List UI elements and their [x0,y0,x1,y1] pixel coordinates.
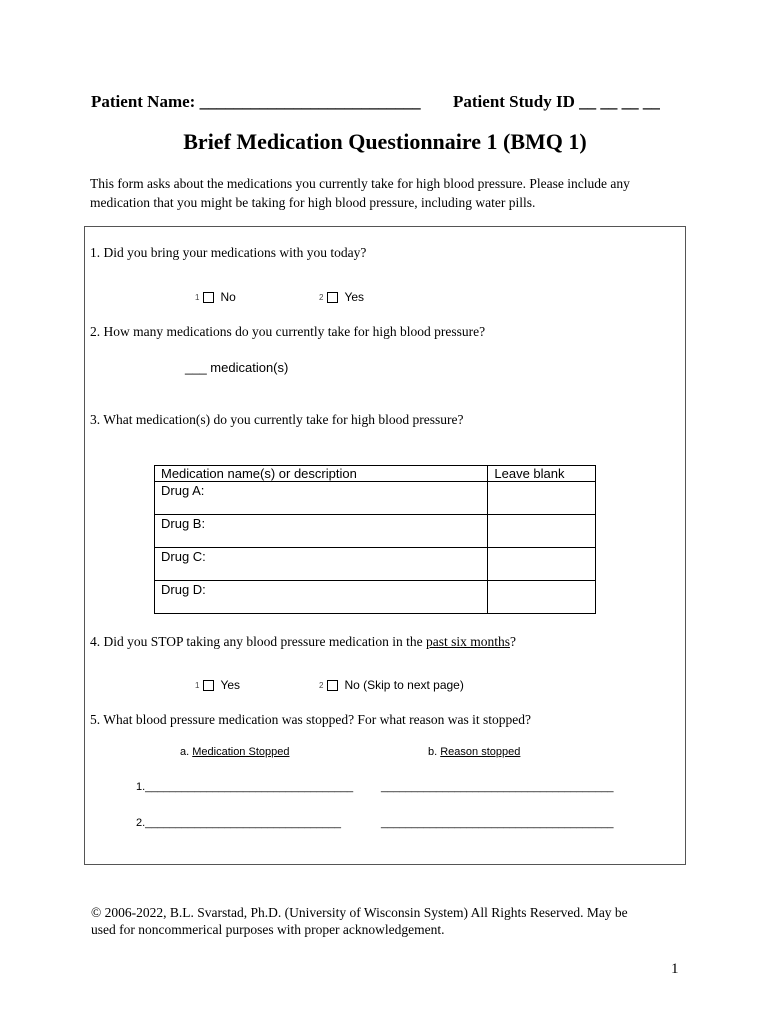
copyright-notice: © 2006-2022, B.L. Svarstad, Ph.D. (University of Wisconsin System) All Rights Reserved. May be used for noncommerical purposes with proper acknowledgement. [91,905,628,937]
page-title: Brief Medication Questionnaire 1 (BMQ 1) [183,129,587,154]
checkbox-icon[interactable] [327,680,338,691]
question-3: 3. What medication(s) do you currently take for high blood pressure? [90,412,464,427]
medication-table [154,465,596,614]
q1-option-yes[interactable] [319,290,364,304]
q4-option-no[interactable] [319,678,464,692]
checkbox-icon[interactable] [327,292,338,303]
patient-study-id-field[interactable]: Patient Study ID __ __ __ __ [453,92,660,111]
question-4-emphasis: past six months [425,634,510,649]
option-label: Yes [220,678,241,692]
option-label: No [220,290,236,304]
question-4 [90,634,516,650]
leave-blank-cell [488,482,596,515]
q4-option-yes[interactable] [195,678,240,692]
medication-stopped-label [180,746,289,758]
option-number: 1 [195,680,200,690]
option-label: Yes [344,290,365,304]
page-number: 1 [671,961,679,977]
table-row [155,548,596,581]
question-4-text: 4. Did you STOP taking any blood pressure medication in the [90,634,426,649]
patient-name-field[interactable]: Patient Name: __________________________ [91,92,421,111]
q1-option-no[interactable] [195,290,236,304]
drug-d-cell[interactable]: Drug D: [155,581,488,614]
option-label: No (Skip to next page) [344,678,464,692]
leave-blank-cell [488,581,596,614]
question-2: 2. How many medications do you currently take for high blood pressure? [90,324,486,339]
leave-blank-cell [488,515,596,548]
label-prefix: a. [180,746,193,758]
intro-text: This form asks about the medications you currently take for high blood pressure. Please include any medication that you might be taking for high blood pressure, including water pills. [90,176,630,210]
table-row [155,581,596,614]
drug-a-cell[interactable]: Drug A: [155,482,488,515]
label-text: Reason stopped [440,746,521,758]
medication-count-field[interactable]: ___ medication(s) [185,360,289,375]
label-prefix: b. [428,746,441,758]
stopped-medication-1-field[interactable]: 1.__________________________________ [136,781,354,793]
table-header-row [155,466,596,482]
option-number: 2 [319,680,324,690]
question-4-suffix: ? [509,634,516,649]
table-row [155,482,596,515]
stop-reason-1-field[interactable]: ______________________________________ [381,781,614,793]
question-5: 5. What blood pressure medication was stopped? For what reason was it stopped? [90,712,532,727]
stopped-medication-2-field[interactable]: 2.________________________________ [136,817,341,829]
column-header: Medication name(s) or description [155,466,488,482]
stop-reason-2-field[interactable]: ______________________________________ [381,817,614,829]
reason-stopped-label [428,746,520,758]
label-text: Medication Stopped [192,746,290,758]
option-number: 2 [319,292,324,302]
checkbox-icon[interactable] [203,680,214,691]
drug-b-cell[interactable]: Drug B: [155,515,488,548]
leave-blank-cell [488,548,596,581]
option-number: 1 [195,292,200,302]
checkbox-icon[interactable] [203,292,214,303]
column-header: Leave blank [488,466,596,482]
table-row [155,515,596,548]
drug-c-cell[interactable]: Drug C: [155,548,488,581]
question-1: 1. Did you bring your medications with you today? [90,245,367,260]
